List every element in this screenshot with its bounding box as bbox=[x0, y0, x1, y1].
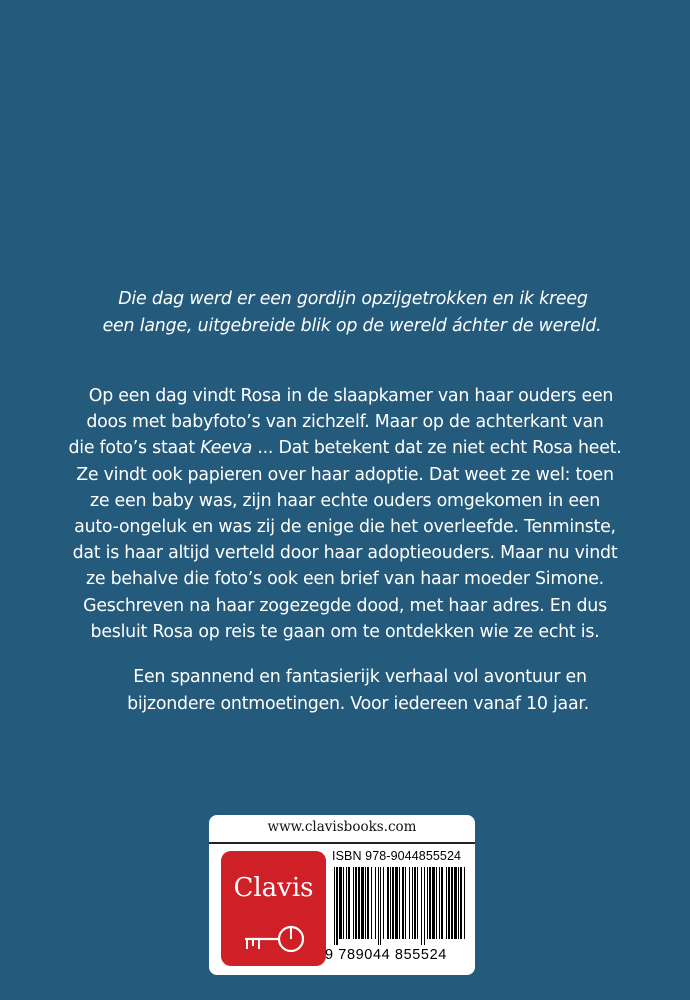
barcode-bar bbox=[367, 867, 369, 939]
barcode-bar bbox=[392, 867, 394, 939]
quote-line: een lange, uitgebreide blik op de wereld áchter de wereld. bbox=[102, 316, 602, 336]
barcode-bar bbox=[339, 867, 342, 939]
barcode-bar bbox=[458, 867, 459, 939]
barcode-bar bbox=[355, 867, 357, 939]
publisher-website: www.clavisbooks.com bbox=[267, 819, 417, 835]
barcode-bar bbox=[336, 867, 338, 945]
barcode-bar bbox=[358, 867, 360, 939]
summary-line: Ze vindt ook papieren over haar adoptie. Dat weet ze wel: toen bbox=[76, 464, 614, 485]
barcode-bar bbox=[343, 867, 344, 939]
barcode-digits: 9 789044 855524 bbox=[325, 947, 447, 963]
barcode-bar bbox=[375, 867, 376, 939]
logo-wordmark: Clavis bbox=[233, 873, 314, 903]
barcode-bar bbox=[365, 867, 366, 939]
barcode-bar bbox=[380, 867, 381, 945]
barcode-bar bbox=[371, 867, 372, 939]
barcode-bar bbox=[432, 867, 435, 939]
summary-line: ze een baby was, zijn haar echte ouders omgekomen in een bbox=[89, 490, 601, 511]
quote-line: Die dag werd er een gordijn opzijgetrokken en ik kreeg bbox=[118, 289, 588, 309]
summary-text: die foto’s staat bbox=[68, 438, 195, 459]
tagline bbox=[0, 664, 690, 718]
barcode-bar bbox=[334, 867, 335, 945]
barcode-bar bbox=[409, 867, 410, 939]
barcode-bar bbox=[378, 867, 379, 945]
barcode-bar bbox=[414, 867, 416, 939]
barcode-bar bbox=[448, 867, 450, 939]
summary-line: Op een dag vindt Rosa in de slaapkamer van haar ouders een bbox=[88, 386, 614, 406]
barcode-bar bbox=[395, 867, 398, 939]
summary-line bbox=[0, 435, 690, 461]
barcode-bar bbox=[424, 867, 425, 945]
barcode-bar bbox=[451, 867, 453, 939]
barcode-bar bbox=[454, 867, 457, 939]
summary-line: dat is haar altijd verteld door haar adoptieouders. Maar nu vindt bbox=[72, 543, 618, 564]
barcode-bar bbox=[361, 867, 364, 939]
barcode-bar bbox=[446, 867, 447, 939]
barcode-bar bbox=[436, 867, 437, 939]
clavis-logo bbox=[221, 851, 326, 966]
tagline-line: Een spannend en fantasierijk verhaal vol avontuur en bbox=[133, 667, 587, 687]
barcode-bar bbox=[383, 867, 384, 939]
barcode-bar bbox=[460, 867, 462, 939]
barcode-bar bbox=[348, 867, 350, 939]
barcode-bar bbox=[402, 867, 404, 939]
barcode-bar bbox=[412, 867, 413, 939]
barcode-bar bbox=[464, 867, 465, 939]
barcode-bar bbox=[441, 867, 443, 939]
barcode-bar bbox=[399, 867, 400, 939]
barcode-bar bbox=[427, 867, 428, 939]
barcode-bar bbox=[346, 867, 347, 939]
name-keeva: Keeva bbox=[200, 438, 253, 459]
opening-quote bbox=[0, 286, 690, 340]
barcode-bar bbox=[421, 867, 422, 945]
summary-text: ... Dat betekent dat ze niet echt Rosa heet. bbox=[252, 438, 622, 459]
isbn-barcode bbox=[332, 867, 468, 945]
summary-line: Geschreven na haar zogezegde dood, met haar adres. En dus bbox=[83, 595, 607, 616]
summary-line: besluit Rosa op reis te gaan om te ontdekken wie ze echt is. bbox=[90, 621, 600, 642]
summary-line: ze behalve die foto’s ook een brief van haar moeder Simone. bbox=[86, 569, 604, 590]
barcode-bar bbox=[405, 867, 406, 939]
summary-line: auto-ongeluk en was zij de enige die het overleefde. Tenminste, bbox=[74, 517, 616, 538]
barcode-bar bbox=[417, 867, 418, 939]
barcode-bar bbox=[429, 867, 431, 939]
barcode-bar bbox=[387, 867, 389, 939]
barcode-bar bbox=[390, 867, 391, 939]
barcode-bar bbox=[439, 867, 440, 939]
barcode-bar bbox=[353, 867, 354, 939]
tagline-line: bijzondere ontmoetingen. Voor iedereen vanaf 10 jaar. bbox=[127, 694, 589, 714]
barcode-panel bbox=[209, 815, 475, 975]
book-summary bbox=[0, 383, 690, 645]
divider bbox=[209, 842, 475, 844]
isbn-label: ISBN 978-9044855524 bbox=[332, 849, 462, 863]
summary-line: doos met babyfoto’s van zichzelf. Maar op de achterkant van bbox=[86, 412, 604, 433]
key-icon bbox=[241, 919, 309, 959]
